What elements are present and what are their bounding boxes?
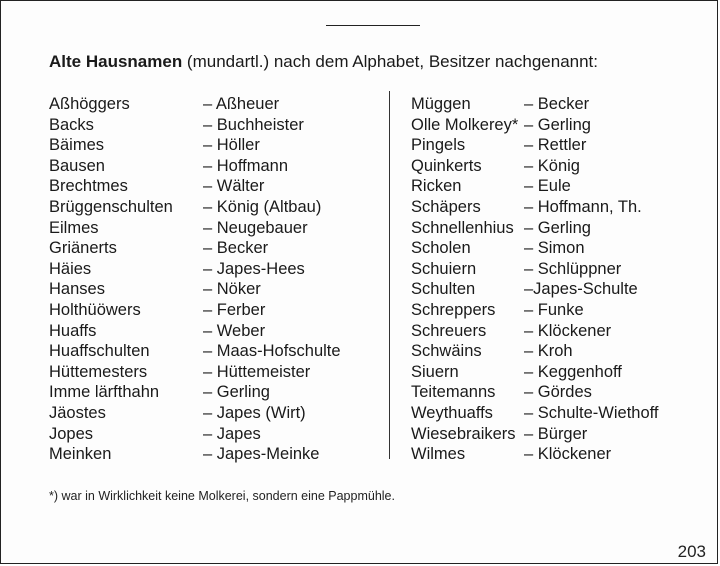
owner-name: – Japes-Hees [203,259,305,278]
house-name: Aßhöggers [49,95,130,113]
owner-name: – Aßheuer [203,95,280,113]
owner-name: – Japes (Wirt) [203,403,306,422]
owner-name: – Hüttemeister [203,362,311,381]
owner-name: – Gördes [524,383,592,402]
house-name: Holthüöwers [49,300,141,319]
owner-name: – Becker [524,95,590,113]
owner-name: – Schlüppner [524,259,622,278]
house-name: Pingels [411,136,466,155]
top-rule [326,25,420,26]
house-name: Backs [49,115,94,134]
owner-name: – Neugebauer [203,218,308,237]
owner-name: – Keggenhoff [524,362,622,381]
house-name: Hüttemesters [49,362,148,381]
owner-name: – Hoffmann [203,156,288,175]
house-name: Wiesebraikers [411,424,516,443]
owner-name: – Weber [203,321,266,340]
house-name: Schreppers [411,300,496,319]
house-name: Schreuers [411,321,487,340]
owner-name: – König (Altbau) [203,197,322,216]
house-name: Schulten [411,280,476,299]
house-name: Jäostes [49,403,106,422]
house-name: Teitemanns [411,383,496,402]
heading-rest: (mundartl.) nach dem Alphabet, Besitzer nachgenannt: [182,52,599,71]
house-name: Huaffschulten [49,342,150,361]
house-name: Siuern [411,362,459,381]
owner-name: – König [524,156,580,175]
heading-bold: Alte Hausnamen [49,52,183,71]
house-name: Quinkerts [411,156,482,175]
house-name: Meinken [49,445,112,464]
house-name: Griänerts [49,239,117,258]
house-name: Schäpers [411,197,481,216]
list-heading [49,52,598,72]
house-name: Eilmes [49,218,99,237]
owner-name: – Becker [203,239,269,258]
page-number: 203 [677,542,706,561]
owner-name: – Gerling [203,383,270,402]
owner-name: – Nöker [203,280,261,299]
house-name: Brechtmes [49,177,128,196]
owner-name: – Ferber [203,300,266,319]
owner-name: – Maas-Hofschulte [203,342,341,361]
owner-name: – Japes-Meinke [203,445,320,464]
house-name: Olle Molkerey* [411,115,519,134]
owner-name: – Japes [203,424,261,443]
owner-name: – Eule [524,177,571,196]
house-name: Ricken [411,177,462,196]
owner-name: – Wälter [203,177,265,196]
owner-name: – Klöckener [524,445,612,464]
owner-name: – Klöckener [524,321,612,340]
house-name: Imme lärfthahn [49,383,160,402]
owner-name: – Schulte-Wiethoff [524,403,659,422]
footnote: *) war in Wirklichkeit keine Molkerei, sondern eine Pappmühle. [49,489,395,503]
house-name: Bäimes [49,136,105,155]
owner-name: – Gerling [524,115,591,134]
owner-name: – Höller [203,136,260,155]
owner-name: – Simon [524,239,585,258]
house-name: Schuiern [411,259,477,278]
owner-name: – Buchheister [203,115,304,134]
house-name: Jopes [49,424,94,443]
house-name: Wilmes [411,445,466,464]
owner-name: –Japes-Schulte [524,280,638,299]
house-name: Bausen [49,156,105,175]
house-name: Hanses [49,280,105,299]
owner-name: – Funke [524,300,584,319]
house-name: Weythuaffs [411,403,493,422]
owner-name: – Kroh [524,342,573,361]
house-name: Schnellenhius [411,218,514,237]
owner-name: – Gerling [524,218,591,237]
owner-name: – Bürger [524,424,588,443]
owner-name: – Rettler [524,136,587,155]
house-name: Müggen [411,95,471,113]
house-name: Huaffs [49,321,97,340]
house-name: Häies [49,259,92,278]
house-name: Scholen [411,239,471,258]
house-name: Schwäins [411,342,482,361]
column-divider [389,91,390,459]
house-name: Brüggenschulten [49,197,173,216]
owner-name: – Hoffmann, Th. [524,197,642,216]
